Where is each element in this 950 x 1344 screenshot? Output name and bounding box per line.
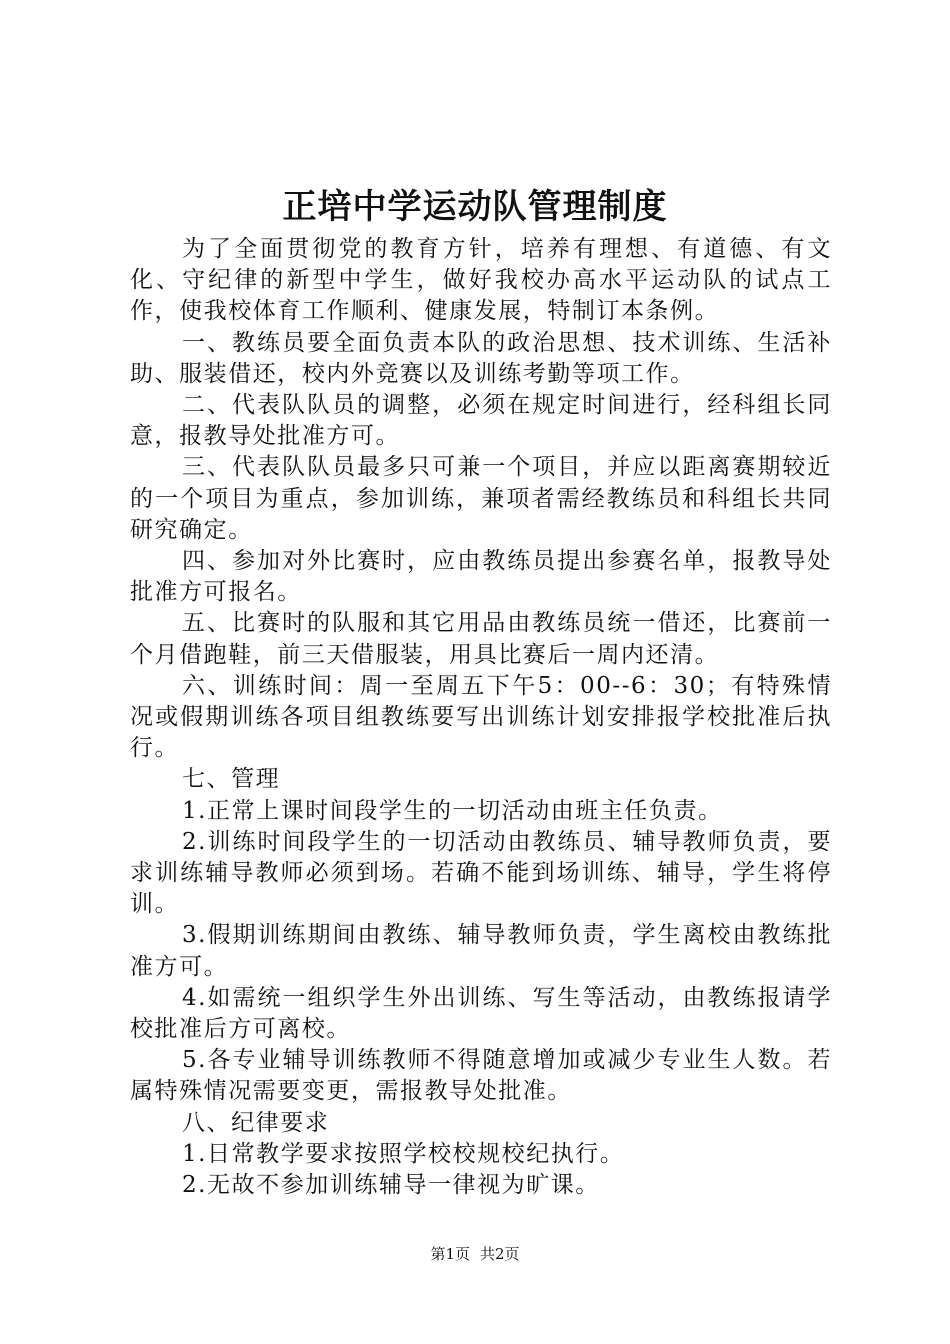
rule-6-paragraph: 六、训练时间：周一至周五下午5：00--6：30；有特殊情况或假期训练各项目组教练要写出训练计划安排报学校批准后执行。 <box>130 672 832 762</box>
page-total: 共2页 <box>480 1245 520 1263</box>
rule-5-paragraph: 五、比赛时的队服和其它用品由教练员统一借还，比赛前一个月借跑鞋，前三天借服装，用具比赛后一周内还清。 <box>130 610 832 668</box>
document-body <box>130 234 832 1201</box>
rule-4-paragraph: 四、参加对外比赛时，应由教练员提出参赛名单，报教导处批准方可报名。 <box>130 548 832 606</box>
management-item-2: 2.训练时间段学生的一切活动由教练员、辅导教师负责，要求训练辅导教师必须到场。若确不能到场训练、辅导，学生将停训。 <box>130 828 832 918</box>
discipline-item-1: 1.日常教学要求按照学校校规校纪执行。 <box>182 1140 625 1167</box>
management-item-1: 1.正常上课时间段学生的一切活动由班主任负责。 <box>182 797 723 824</box>
section-management-heading: 七、管理 <box>182 766 281 793</box>
page-number: 第1页 <box>430 1245 470 1263</box>
document-title: 正培中学运动队管理制度 <box>282 187 668 227</box>
management-item-3: 3.假期训练期间由教练、辅导教师负责，学生离校由教练批准方可。 <box>130 922 832 980</box>
rule-2-paragraph: 二、代表队队员的调整，必须在规定时间进行，经科组长同意，报教导处批准方可。 <box>130 392 832 450</box>
management-item-5: 5.各专业辅导训练教师不得随意增加或减少专业生人数。若属特殊情况需要变更，需报教导处批准。 <box>130 1047 832 1105</box>
intro-paragraph: 为了全面贯彻党的教育方针，培养有理想、有道德、有文化、守纪律的新型中学生，做好我校办高水平运动队的试点工作，使我校体育工作顺利、健康发展，特制订本条例。 <box>130 236 832 325</box>
management-item-4: 4.如需统一组织学生外出训练、写生等活动，由教练报请学校批准后方可离校。 <box>130 984 832 1043</box>
discipline-item-2: 2.无故不参加训练辅导一律视为旷课。 <box>182 1172 600 1199</box>
page-footer <box>0 1243 950 1265</box>
rule-1-paragraph: 一、教练员要全面负责本队的政治思想、技术训练、生活补助、服装借还，校内外竞赛以及训练考勤等项工作。 <box>130 329 832 387</box>
rule-3-paragraph: 三、代表队队员最多只可兼一个项目，并应以距离赛期较近的一个项目为重点，参加训练，兼项者需经教练员和科组长共同研究确定。 <box>130 454 832 543</box>
section-discipline-heading: 八、纪律要求 <box>182 1109 330 1136</box>
